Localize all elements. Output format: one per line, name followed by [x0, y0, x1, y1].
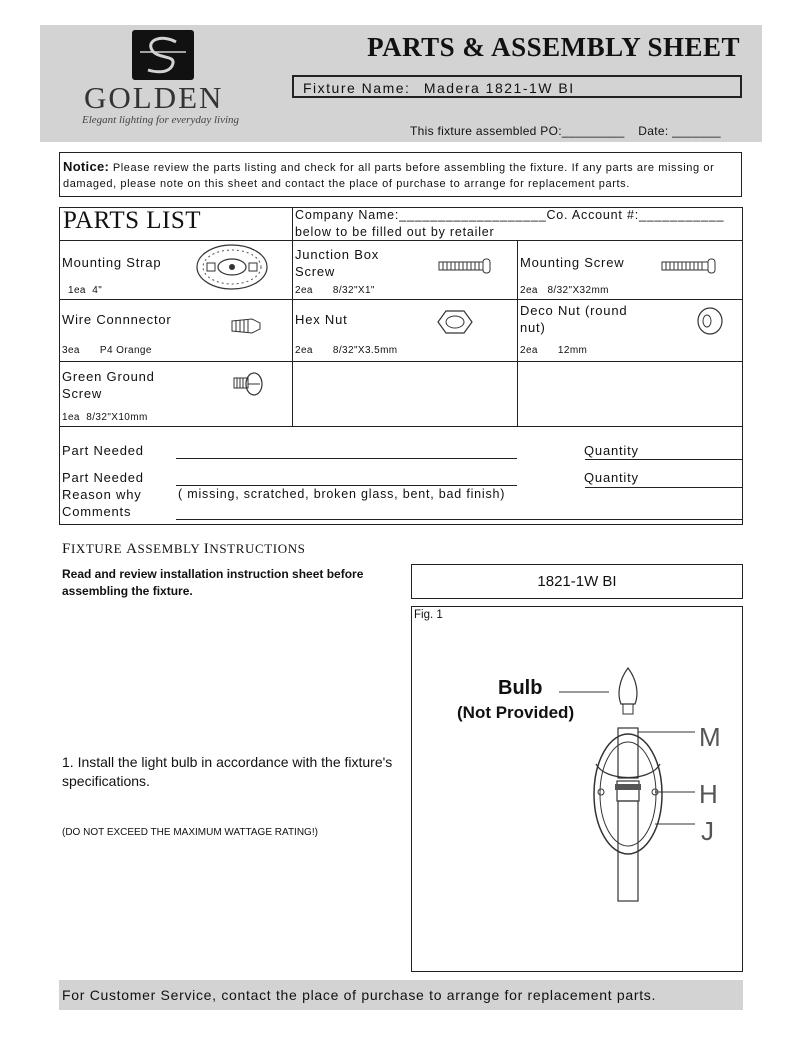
comments-input-line[interactable]: [176, 519, 742, 520]
part-spec: 2ea 12mm: [520, 345, 588, 356]
fixture-name-field: [292, 75, 742, 98]
fixture-illustration: [555, 664, 735, 909]
part-spec: 1ea 4": [68, 285, 103, 296]
wire-connector-icon: [230, 318, 262, 334]
part-name: Mounting Strap: [62, 255, 162, 270]
brand-tagline: Elegant lighting for everyday living: [82, 114, 240, 126]
mounting-strap-icon: [195, 243, 269, 291]
row-divider: [60, 299, 742, 300]
bulb-label: Bulb: [498, 677, 543, 699]
part-needed-label: Part Needed: [62, 470, 144, 485]
callout-J: J: [701, 816, 714, 846]
quantity-line: [585, 459, 742, 460]
customer-service-footer: For Customer Service, contact the place of purchase to arrange for replacement parts.: [59, 980, 743, 1010]
part-name: Deco Nut (round nut): [520, 303, 628, 335]
assembled-po-label: This fixture assembled PO:_________: [410, 124, 625, 138]
quantity-label: Quantity: [584, 470, 639, 485]
col-divider: [292, 240, 293, 426]
ground-screw-icon: [232, 371, 264, 397]
date-label: Date: _______: [638, 124, 721, 138]
assembled-po-line: [410, 124, 721, 138]
part-spec: 3ea P4 Orange: [62, 345, 152, 356]
part-spec: 2ea 8/32"X1": [295, 285, 375, 296]
row-divider: [60, 426, 742, 427]
notice-box: [59, 152, 742, 197]
fixture-name-label: Fixture Name:: [303, 80, 411, 96]
model-number-box: 1821-1W BI: [411, 564, 743, 599]
part-name: Mounting Screw: [520, 255, 625, 270]
hex-nut-icon: [436, 309, 474, 335]
screw-icon: [437, 258, 493, 274]
parts-list-title: PARTS LIST: [63, 207, 202, 234]
wattage-warning: (DO NOT EXCEED THE MAXIMUM WATTAGE RATING!): [62, 827, 318, 838]
notice-label: Notice:: [63, 159, 110, 174]
callout-M: M: [699, 722, 721, 752]
assembly-section-title: FIXTURE ASSEMBLY INSTRUCTIONS: [62, 541, 306, 557]
golden-logo-icon: [132, 30, 194, 80]
part-spec: 2ea 8/32"X32mm: [520, 285, 609, 296]
page-title: PARTS & ASSEMBLY SHEET: [367, 32, 740, 62]
screw-icon: [660, 258, 718, 274]
step-1-text: 1. Install the light bulb in accordance with the fixture's specifications.: [62, 754, 393, 789]
part-name: Wire Connnector: [62, 312, 172, 327]
part-spec: 2ea 8/32"X3.5mm: [295, 345, 398, 356]
part-spec: 1ea 8/32"X10mm: [62, 412, 148, 423]
part-name: Green Ground Screw: [62, 369, 155, 401]
figure-label: Fig. 1: [414, 609, 443, 621]
company-line: Company Name:___________________Co. Account #:___________: [295, 208, 725, 222]
retailer-line: below to be filled out by retailer: [295, 225, 495, 239]
col-divider: [517, 240, 518, 426]
notice-text: Please review the parts listing and check for all parts before assembling the fixture. If any parts are missing or damaged, please note on this sheet and contact the place of purchase to arrange for replacement parts.: [63, 162, 715, 190]
part-name: Hex Nut: [295, 312, 348, 327]
part-needed-label: Part Needed: [62, 443, 144, 458]
col-divider: [292, 208, 293, 240]
quantity-line: [585, 487, 742, 488]
fixture-name-value: Madera 1821-1W BI: [423, 80, 575, 96]
brand-name: GOLDEN: [84, 80, 224, 115]
reason-options: ( missing, scratched, broken glass, bent, bad finish): [178, 487, 506, 501]
deco-nut-icon: [695, 306, 725, 336]
part-name: Junction Box Screw: [295, 247, 380, 279]
reason-label: Reason why: [62, 487, 142, 502]
read-review-text: Read and review installation instruction sheet before assembling the fixture.: [62, 567, 364, 598]
callout-H: H: [699, 779, 718, 809]
comments-label: Comments: [62, 504, 132, 519]
part-needed-input-line[interactable]: [176, 458, 517, 459]
not-provided-label: (Not Provided): [457, 703, 575, 722]
quantity-label: Quantity: [584, 443, 639, 458]
row-divider: [60, 361, 742, 362]
